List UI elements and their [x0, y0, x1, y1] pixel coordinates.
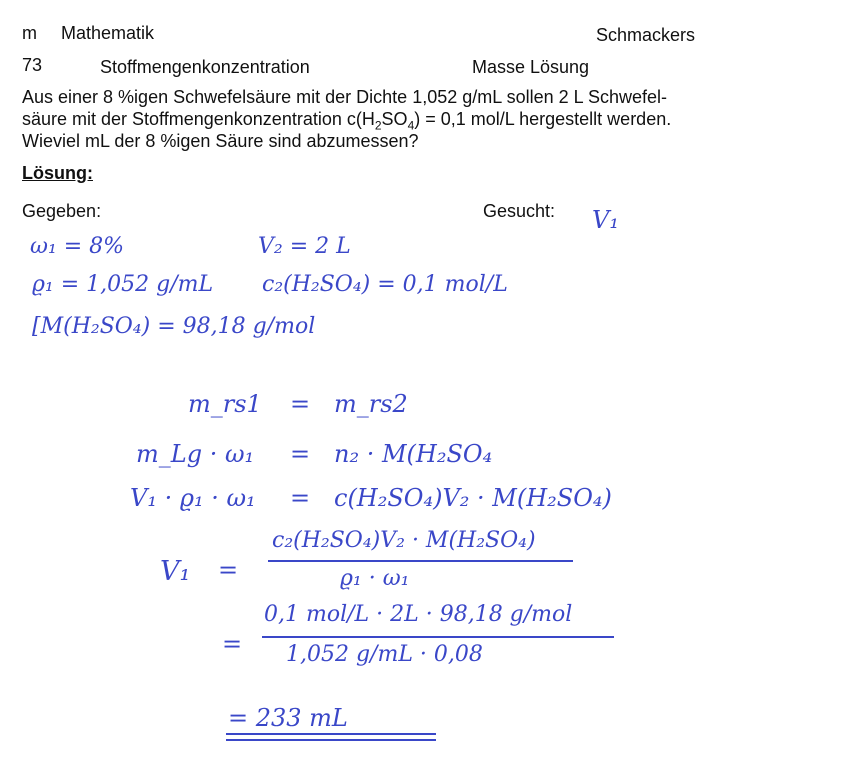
task-line-2-start: säure mit der Stoffmengenkonzentration c(H: [22, 109, 375, 129]
given-label: Gegeben:: [22, 201, 102, 221]
subject-code: m: [22, 23, 37, 43]
eq4-left: V₁: [160, 556, 191, 587]
result-underline-1: [226, 733, 436, 735]
task-line-2-sub-2: 4: [407, 118, 415, 133]
eq2-equals: =: [290, 440, 311, 468]
given-density: ϱ₁ = 1,052 g/mL: [32, 272, 214, 297]
subject-label: Mathematik: [61, 23, 155, 43]
eq4-fraction-bar: [268, 560, 573, 562]
eq4-equals: =: [218, 556, 239, 584]
eq3-left: V₁ · ϱ₁ · ω₁: [130, 484, 256, 512]
given-volume-2: V₂ = 2 L: [258, 234, 351, 259]
task-line-2-sub-1: 2: [374, 118, 382, 133]
eq2-left: m_Lg · ω₁: [136, 440, 255, 468]
result-underline-2: [226, 739, 436, 741]
task-line-1: Aus einer 8 %igen Schwefelsäure mit der Dichte 1,052 g/mL sollen 2 L Schwefel-: [22, 87, 668, 107]
final-result: = 233 mL: [228, 704, 348, 732]
eq1-left: m_rs1: [188, 390, 262, 418]
eq3-right: c(H₂SO₄)V₂ · M(H₂SO₄): [334, 484, 612, 512]
subtopic-title: Masse Lösung: [472, 57, 590, 77]
eq5-equals: =: [222, 630, 243, 658]
given-molar-mass: [M(H₂SO₄) = 98,18 g/mol: [32, 314, 316, 339]
sought-label: Gesucht:: [483, 201, 556, 221]
given-concentration: c₂(H₂SO₄) = 0,1 mol/L: [262, 272, 508, 297]
solution-heading: Lösung:: [22, 163, 93, 183]
eq4-denominator: ϱ₁ · ω₁: [340, 566, 410, 591]
task-number: 73: [22, 55, 43, 75]
eq5-denominator: 1,052 g/mL · 0,08: [286, 642, 483, 667]
task-line-3: Wieviel mL der 8 %igen Säure sind abzumessen?: [22, 131, 419, 151]
task-line-2-mid: SO: [381, 109, 408, 129]
eq5-fraction-bar: [262, 636, 614, 638]
task-line-2-end: ) = 0,1 mol/L hergestellt werden.: [414, 109, 672, 129]
eq5-numerator: 0,1 mol/L · 2L · 98,18 g/mol: [264, 602, 573, 627]
author-name: Schmackers: [596, 25, 696, 45]
eq2-right: n₂ · M(H₂SO₄: [334, 440, 493, 468]
eq1-equals: =: [290, 390, 311, 418]
topic-title: Stoffmengenkonzentration: [100, 57, 310, 77]
given-mass-fraction: ω₁ = 8%: [30, 234, 125, 259]
eq4-numerator: c₂(H₂SO₄)V₂ · M(H₂SO₄): [272, 528, 536, 553]
eq3-equals: =: [290, 484, 311, 512]
sought-value: V₁: [592, 206, 619, 234]
eq1-right: m_rs2: [334, 390, 408, 418]
